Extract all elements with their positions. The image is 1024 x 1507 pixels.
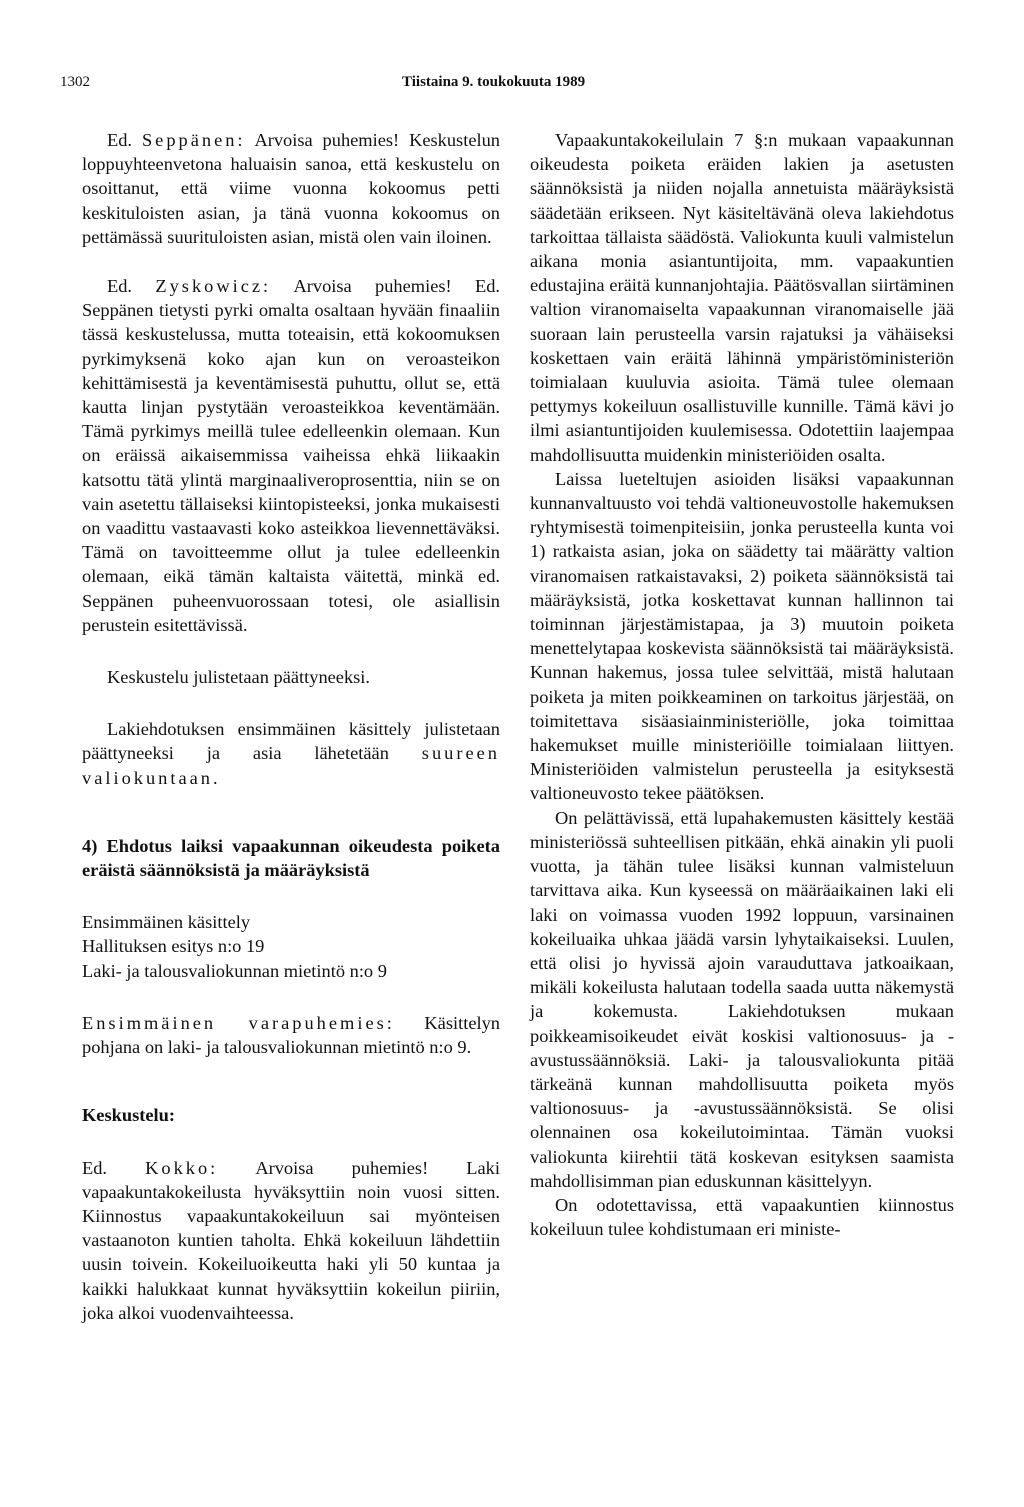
speaker-name: Ensimmäinen varapuhemies: [82, 1012, 395, 1033]
right-column [530, 128, 954, 1241]
speech-deputy-speaker: Ensimmäinen varapuhemies: Käsittelyn pohjana on laki- ja talousvaliokunnan mietintö n:o 9. [82, 1012, 500, 1058]
reference-line: Ensimmäinen käsittely [82, 912, 251, 933]
paragraph: Vapaakuntakokeilulain 7 §:n mukaan vapaakunnan oikeudesta poiketa eräiden lakien ja asetusten säännöksistä ja niiden nojalla annetuista määräyksistä säädetään erikseen. Nyt käsiteltävänä oleva lakiehdotus tarkoittaa tällaista säädöstä. Valiokunta kuuli valmistelun aikana monia asiantuntijoita, mm. vapaakuntien edustajina eräitä kunnanjohtajia. Päätösvallan siirtäminen valtion viranomaiselta vapaakunnan viranomaiselle jää suoraan lain perusteella varsin rajatuksi ja vähäiseksi koskettaen vain eräitä lähinnä ympäristöministeriön toimialaan kuuluvia asioita. Tämä tulee olemaan pettymys kokeiluun osallistuville kunnille. Tämä kävi jo ilmi asiantuntijoiden kuulemisessa. Odotettiin laajempaa mahdollisuutta muidenkin ministeriöiden osalta. [530, 130, 954, 465]
paragraph: On pelättävissä, että lupahakemusten käsittely kestää ministeriössä suhteellisen pitkään, ehkä ainakin yli puoli vuotta, ja tähän tulee lisäksi kunnan valmisteluun tarvittava aika. Kun kyseessä on määräaikainen laki eli laki on voimassa vuoden 1992 loppuun, varsinainen kokeiluaika uhkaa jäädä varsin lyhytaikaiseksi. Luulen, että olisi jo hyvissä ajoin varauduttava jatkoaikaan, mikäli kokeilusta halutaan todella saada uutta näkemystä ja kokemusta. Lakiehdotuksen mukaan poikkeamisoikeudet eivät koskisi valtionosuus- ja -avustussäännöksiä. Laki- ja talousvaliokunta pitää tärkeänä kunnan mahdollisuutta poiketa myös valtionosuus- ja -avustussäännöksistä. Se olisi olennainen osa kokeilutoimintaa. Tämän vuoksi valiokunta kiirehtii tätä koskevan esityksen saamista mahdollisimman pian eduskunnan käsittelyyn. [530, 807, 954, 1191]
speaker-name: Kokko: [145, 1157, 219, 1178]
left-column [82, 128, 500, 1325]
paragraph: Laissa lueteltujen asioiden lisäksi vapaakunnan kunnanvaltuusto voi tehdä valtioneuvostolle hakemuksen ryhtymisestä toimenpiteisiin, jonka perusteella kunta voi 1) ratkaista asian, joka on säädetty tai määrätty valtion viranomaisen ratkaistavaksi, 2) poiketa säännöksistä tai määräyksistä, jotka koskettavat kunnan hallinnon tai toiminnan järjestämistapaa, ja 3) muutoin poiketa menettelytapaa koskevista säännöksistä tai määräyksistä. Kunnan hakemus, jossa tulee selvittää, mistä halutaan poiketa ja miten poikkeaminen on tarkoitus järjestää, on toimitettava sisäasiainministeriölle, joka toimittaa hakemukset muille ministeriöille toimialaan liittyen. Ministeriöiden valmistelun perusteella ja esityksestä valtioneuvosto tekee päätöksen. [530, 468, 954, 804]
reference-line: Laki- ja talousvaliokunnan mietintö n:o 9 [82, 960, 387, 981]
speaker-name: Zyskowicz: [155, 276, 272, 297]
speech-kokko: Ed. Kokko: Arvoisa puhemies! Laki vapaakuntakokeilusta hyväksyttiin noin vuosi sitten. Kiinnostus vapaakuntakokeiluun sai myönteisen vastaanoton kuntien taholta. Ehkä kokeiluun lähdettiin uusin toivein. Kokeiluoikeutta haki yli 50 kuntaa ja kaikki halukkaat kunnat hyväksyttiin kokeilun piiriin, joka alkoi vuodenvaihteessa. [82, 1157, 500, 1323]
speech-seppanen: Ed. Seppänen: Arvoisa puhemies! Keskustelun loppuyhteenvetona haluaisin sanoa, että keskustelu on osoittanut, että viime vuonna kokoomus petti keskituloisten asian, ja tänä vuonna kokoomus on pettämässä suurituloisten asian, mistä olen vain iloinen. [82, 130, 500, 247]
discussion-subheading: Keskustelu: [82, 1105, 175, 1126]
discussion-closed: Keskustelu julistetaan päättyneeksi. [107, 667, 371, 688]
committee-name: suureen valiokuntaan. [82, 743, 500, 788]
page-number: 1302 [60, 74, 90, 90]
paragraph: On odotettavissa, että vapaakuntien kiinnostus kokeiluun tulee kohdistumaan eri ministe- [530, 1194, 954, 1240]
agenda-heading: 4) Ehdotus laiksi vapaakunnan oikeudesta poiketa eräistä säännöksistä ja määräyksistä [82, 835, 500, 881]
speech-zyskowicz: Ed. Zyskowicz: Arvoisa puhemies! Ed. Seppänen tietysti pyrki omalta osaltaan hyvään finaaliin tässä keskustelussa, mutta toteaisin, että kokoomuksen pyrkimyksenä koko ajan kun on veroasteikon kehittämisestä ja keventämisestä puhuttu, ollut se, että kautta linjan pystytään veroasteikkoa keventämään. Tämä pyrkimys meillä tulee edelleenkin olemaan. Kun on eräissä aikaisemmissa vaiheissa ehkä liikaakin katsottu tätä ylintä marginaaliveroprosenttia, niin se on vain asetettu tällaiseksi kiintopisteeksi, jonka mukaisesti on vaadittu vastaavasti koko asteikkoa lievennettäväksi. Tämä on tavoitteemme ollut ja tulee edelleenkin olemaan, eikä tämän kaltaista väitettä, minkä ed. Seppänen puheenvuorossaan totesi, ole asiallisin perustein esitettävissä. [82, 276, 500, 635]
speaker-name: Seppänen: [141, 130, 246, 150]
first-reading-closed: Lakiehdotuksen ensimmäinen käsittely julistetaan päättyneeksi ja asia lähetetään suureen valiokuntaan. [82, 719, 500, 788]
running-head: Tiistaina 9. toukokuuta 1989 [402, 74, 586, 90]
reference-line: Hallituksen esitys n:o 19 [82, 936, 265, 957]
